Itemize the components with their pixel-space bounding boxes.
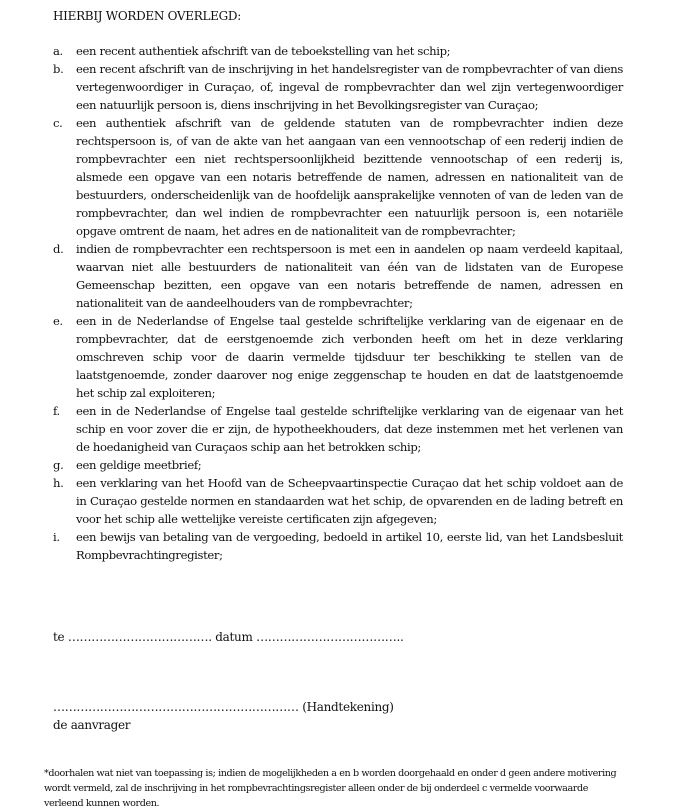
page-heading: HIERBIJ WORDEN OVERLEGD: bbox=[53, 9, 241, 23]
signature-line bbox=[53, 700, 394, 714]
list-item-label: a. bbox=[53, 44, 63, 58]
list-item bbox=[53, 60, 623, 114]
list-item bbox=[53, 474, 623, 528]
list-item-text: een recent authentiek afschrift van de teboekstelling van het schip; bbox=[76, 44, 451, 58]
list-item bbox=[53, 312, 623, 402]
list-item-text: een geldige meetbrief; bbox=[76, 458, 202, 472]
signer-role: de aanvrager bbox=[53, 718, 131, 732]
list-item-text: een in de Nederlandse of Engelse taal gestelde schriftelijke verklaring van de eigenaar van het schip en voor zover die er zijn, de hypotheekhouders, dat deze instemmen met het verlenen van de hoedanigheid van Curaçaos schip aan het betrokken schip; bbox=[76, 404, 623, 454]
footnote: *doorhalen wat niet van toepassing is; indien de mogelijkheden a en b worden doorgehaald en onder d geen andere motivering wordt vermeld, zal de inschrijving in het rompbevrachtingsregister alleen onder de bij onderdeel c vermelde voorwaarde verleend kunnen worden. bbox=[44, 768, 617, 809]
required-documents-list bbox=[53, 42, 623, 564]
list-item-text: een in de Nederlandse of Engelse taal gestelde schriftelijke verklaring van de eigenaar en de rompbevrachter, dat de eerstgenoemde zich verbonden heeft om het in deze verklaring omschreven schip voor de daarin vermelde tijdsduur ter beschikking te stellen van de laatstgenoemde, zonder daarover nog enige zeggenschap te houden en dat de laatstgenoemde het schip zal exploiteren; bbox=[76, 314, 623, 400]
list-item bbox=[53, 456, 623, 474]
list-item bbox=[53, 402, 623, 456]
place-date-line bbox=[53, 630, 404, 644]
list-item-text: een verklaring van het Hoofd van de Scheepvaartinspectie Curaçao dat het schip voldoet aan de in Curaçao gestelde normen en standaarden wat het schip, de opvarenden en de lading betreft en voor het schip alle wettelijke vereiste certificaten zijn afgegeven; bbox=[76, 476, 623, 526]
list-item bbox=[53, 240, 623, 312]
list-item-label: b. bbox=[53, 62, 64, 76]
signature-field: ……………………………………………………… bbox=[53, 700, 299, 714]
list-item bbox=[53, 114, 623, 240]
list-item bbox=[53, 528, 623, 564]
list-item-text: indien de rompbevrachter een rechtspersoon is met een in aandelen op naam verdeeld kapitaal, waarvan niet alle bestuurders de nationaliteit van één van de lidstaten van de Europese Gemeenschap bezitten, een opgave van een notaris betreffende de namen, adressen en nationaliteit van de aandeelhouders van de rompbevrachter; bbox=[76, 242, 623, 310]
list-item-label: c. bbox=[53, 116, 63, 130]
signature-label: (Handtekening) bbox=[302, 700, 394, 714]
list-item-label: h. bbox=[53, 476, 64, 490]
list-item-text: een bewijs van betaling van de vergoeding, bedoeld in artikel 10, eerste lid, van het Landsbesluit Rompbevrachtingregister; bbox=[76, 530, 623, 562]
list-item-label: d. bbox=[53, 242, 64, 256]
date-label: datum bbox=[215, 630, 253, 644]
list-item-text: een authentiek afschrift van de geldende statuten van de rompbevrachter indien deze rechtspersoon is, of van de akte van het aangaan van een vennootschap of een rederij indien de rompbevrachter een niet rechtspersoonlijkheid bezittende vennootschap of een rederij is, alsmede een opgave van een notaris betreffende de namen, adressen en nationaliteit van de bestuurders, onderscheidenlijk van de hoofdelijk aansprakelijke vennoten of van de leden van de rompbevrachter, dan wel indien de rompbevrachter een natuurlijk persoon is, een notariële opgave omtrent de naam, het adres en de nationaliteit van de rompbevrachter; bbox=[76, 116, 623, 238]
list-item-label: g. bbox=[53, 458, 64, 472]
place-prefix: te bbox=[53, 630, 65, 644]
list-item-label: f. bbox=[53, 404, 60, 418]
place-field: ………………………………. bbox=[67, 630, 212, 644]
list-item-label: i. bbox=[53, 530, 60, 544]
list-item-text: een recent afschrift van de inschrijving in het handelsregister van de rompbevrachter of van diens vertegenwoordiger in Curaçao, of, ingeval de rompbevrachter dan wel zijn vertegenwoordiger een natuurlijk persoon is, diens inschrijving in het Bevolkingsregister van Curaçao; bbox=[76, 62, 623, 112]
list-item bbox=[53, 42, 623, 60]
list-item-label: e. bbox=[53, 314, 63, 328]
date-field: ……………………………….. bbox=[256, 630, 404, 644]
